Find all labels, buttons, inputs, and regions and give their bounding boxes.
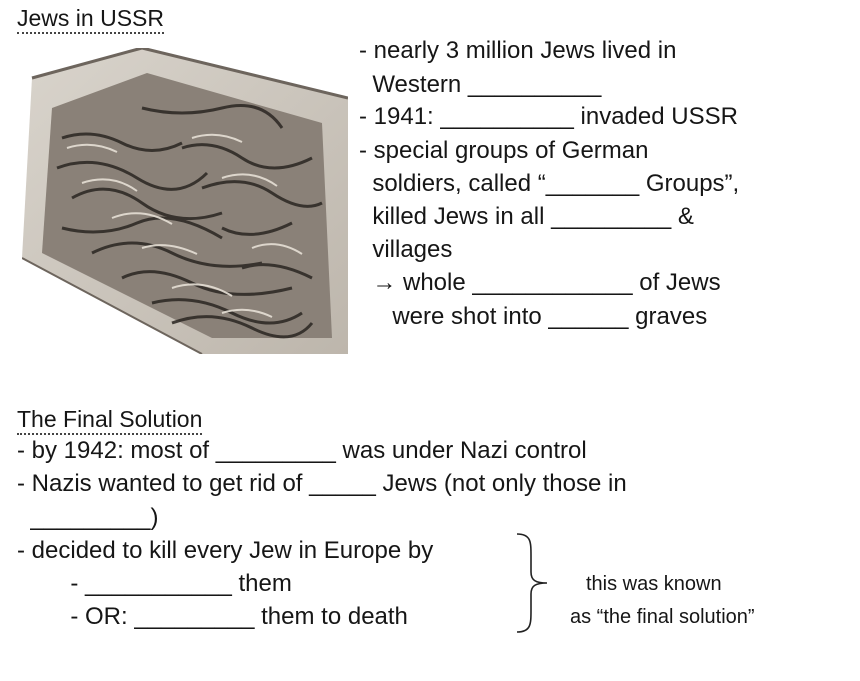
final-line-3: _________) [17, 504, 159, 531]
ussr-line-4: - special groups of German [359, 137, 649, 164]
mass-grave-photo [22, 48, 348, 354]
ussr-line-2: Western __________ [359, 71, 602, 98]
final-line-4: - decided to kill every Jew in Europe by [17, 537, 434, 564]
ussr-line-8: → whole ____________ of Jews [359, 269, 721, 296]
final-line-1: - by 1942: most of _________ was under Nazi control [17, 437, 587, 464]
final-line-2: - Nazis wanted to get rid of _____ Jews (not only those in [17, 470, 627, 497]
ussr-line-6: killed Jews in all _________ & [359, 203, 694, 230]
final-line-6: - OR: _________ them to death [17, 603, 408, 630]
ussr-line-3: - 1941: __________ invaded USSR [359, 103, 738, 130]
ussr-line-7: villages [359, 236, 453, 263]
side-note-line-2: as “the final solution” [570, 606, 755, 628]
ussr-line-9: were shot into ______ graves [359, 303, 708, 330]
ussr-line-5: soldiers, called “_______ Groups”, [359, 170, 740, 197]
side-note-line-1: this was known [586, 573, 722, 595]
ussr-line-1: - nearly 3 million Jews lived in [359, 37, 677, 64]
final-line-5: - ___________ them [17, 570, 292, 597]
section-heading-final-solution: The Final Solution [17, 405, 202, 435]
right-curly-brace [513, 532, 553, 634]
section-heading-jews-in-ussr: Jews in USSR [17, 4, 164, 34]
